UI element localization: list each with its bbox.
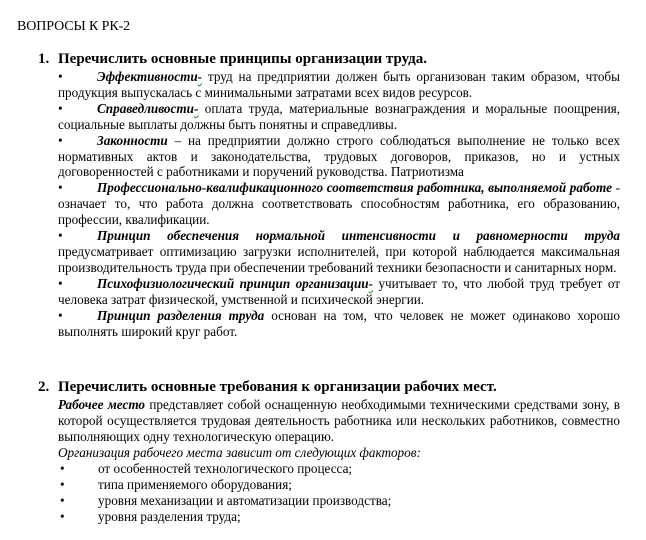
factor-text: от особенностей технологического процесса; <box>98 461 353 476</box>
principle-item: • Принцип обеспечения нормальной интенсивности и равномерности труда предусматривает оптимизацию загрузки исполнителей, при которой наблюдается максимальная производительность труда при обеспечении требований техники безопасности и санитарных норм. <box>58 228 620 275</box>
principle-term: Принцип разделения труда <box>97 307 265 323</box>
definition-text: представляет собой оснащенную необходимыми техническими средствами зону, в которой осуществляется трудовая деятельность работника или нескольких работников, совместно выполняющих одну технологическую операцию. <box>58 397 620 444</box>
principle-separator: - <box>197 69 203 84</box>
factors-intro: Организация рабочего места зависит от следующих факторов: <box>58 444 421 460</box>
principle-text: основан на том, что человек не может одинаково хорошо выполнять широкий круг работ. <box>58 307 620 339</box>
principle-item: • Профессионально-квалификационного соответствия работника, выполняемой работе - означает то, что работа должна соответствовать способностям работника, его образованию, профессии, квалификации. <box>58 180 620 228</box>
principle-text: - означает то, что работа должна соответствовать способностям работника, его образованию, профессии, квалификации. <box>58 180 620 228</box>
principle-text: оплата труда, материальные вознаграждения и моральные поощрения, социальные выплаты должны быть понятны и справедливы. <box>58 100 620 132</box>
question-1-principles-list <box>58 69 620 339</box>
principle-item: • Принцип разделения труда основан на том, что человек не может одинаково хорошо выполнять широкий круг работ. <box>58 307 620 339</box>
principle-term: Справедливости <box>97 100 194 116</box>
factor-text: уровня разделения труда; <box>98 508 241 524</box>
principle-item: • Справедливости- оплата труда, материальные вознаграждения и моральные поощрения, социальные выплаты должны быть понятны и справедливы. <box>58 100 620 132</box>
principle-term: Психофизиологический принцип организации <box>97 275 369 291</box>
principle-separator: - <box>368 275 374 291</box>
factor-text: типа применяемого оборудования; <box>98 476 292 492</box>
document-title: ВОПРОСЫ К РК-2 <box>17 19 131 34</box>
list-item: • типа применяемого оборудования; <box>60 476 292 492</box>
question-1-heading <box>38 51 427 68</box>
factor-text: уровня механизации и автоматизации производства; <box>98 492 392 508</box>
principle-term: Эффективности <box>97 69 198 84</box>
principle-term: Принцип обеспечения нормальной интенсивности и равномерности труда <box>97 228 620 244</box>
question-2-title: Перечислить основные требования к организации рабочих мест. <box>58 379 497 395</box>
list-item: • уровня механизации и автоматизации производства; <box>60 492 392 508</box>
principle-term: Профессионально-квалификационного соответствия работника, выполняемой работе <box>97 180 612 196</box>
principle-term: Законности <box>97 132 168 148</box>
question-1-title: Перечислить основные принципы организации труда. <box>58 51 428 67</box>
principle-text: предусматривает оптимизацию загрузки исполнителей, при которой наблюдается максимальная производительность труда при обеспечении требований техники безопасности и санитарных норм. <box>58 243 620 275</box>
list-item: • от особенностей технологического процесса; <box>60 461 353 476</box>
list-item: • уровня разделения труда; <box>60 508 241 524</box>
principle-text: – на предприятии должно строго соблюдаться выполнение не только всех нормативных актов и законодательства, трудовых договоров, приказов, но и устных договоренностей с работниками и поручений руководства. Патриотизма <box>58 132 620 180</box>
principle-separator: - <box>193 100 199 116</box>
question-2-number: 2. <box>38 379 50 395</box>
principle-text: труд на предприятии должен быть организован таким образом, чтобы продукция выпускалась с минимальными затратами всех видов ресурсов. <box>58 69 620 100</box>
principle-text: учитывает то, что любой труд требует от человека затрат физической, умственной и психической энергии. <box>58 275 620 307</box>
question-2-definition <box>58 397 620 461</box>
principle-item: • Эффективности- труд на предприятии должен быть организован таким образом, чтобы продукция выпускалась с минимальными затратами всех видов ресурсов. <box>58 69 620 100</box>
principle-item: • Психофизиологический принцип организации- учитывает то, что любой труд требует от человека затрат физической, умственной и психической энергии. <box>58 275 620 307</box>
principle-item: • Законности – на предприятии должно строго соблюдаться выполнение не только всех нормативных актов и законодательства, трудовых договоров, приказов, но и устных договоренностей с работниками и поручений руководства. Патриотизма <box>58 132 620 180</box>
question-1-number: 1. <box>38 51 50 67</box>
definition-term: Рабочее место <box>58 397 145 412</box>
factors-list <box>58 461 620 525</box>
question-2-heading <box>38 379 497 396</box>
